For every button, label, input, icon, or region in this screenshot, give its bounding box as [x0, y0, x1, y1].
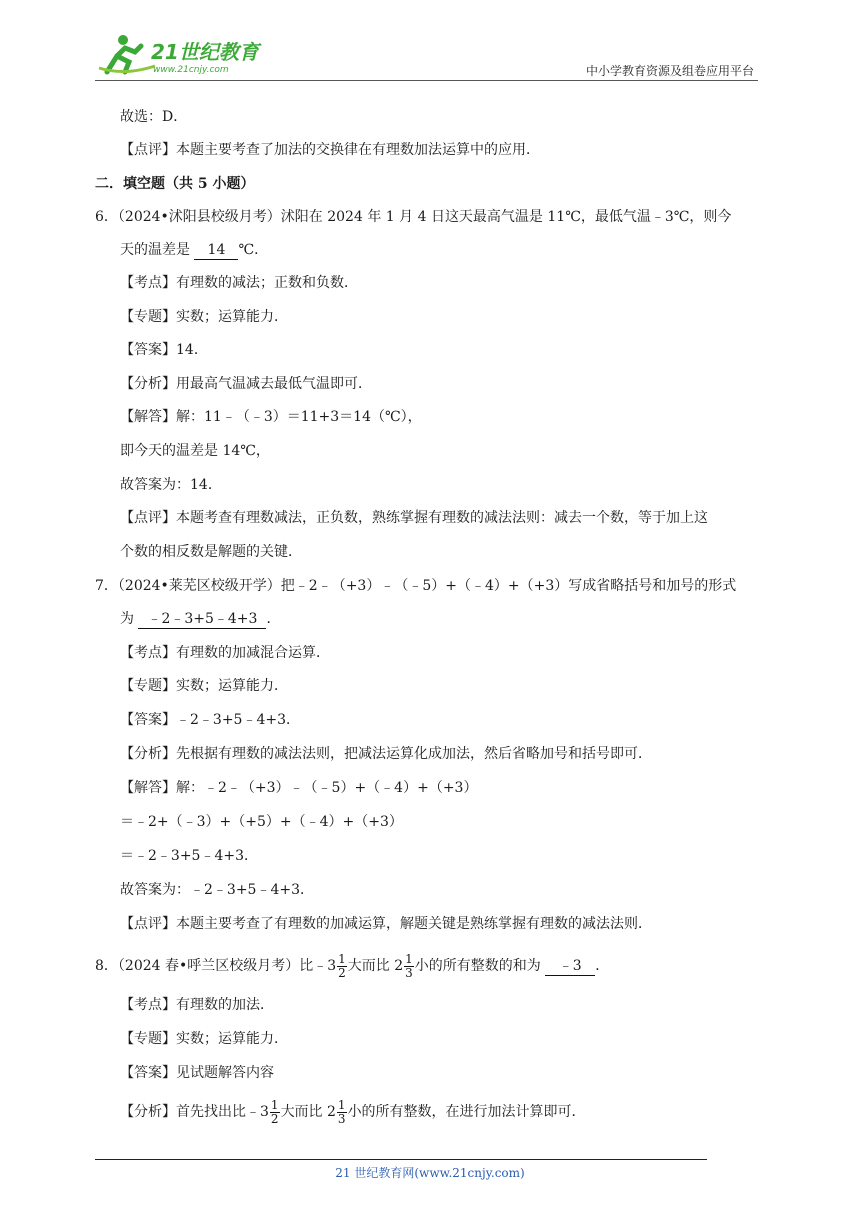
text-line: 【点评】本题主要考查了加法的交换律在有理数加法运算中的应用． [120, 142, 540, 158]
text-line: 【专题】实数；运算能力． [120, 309, 288, 325]
question-text: 为 [120, 611, 134, 627]
text-line: 故答案为：﹣2﹣3+5﹣4+3． [120, 882, 314, 898]
text-line: 【点评】本题考查有理数减法，正负数，熟练掌握有理数的减法法则：减去一个数，等于加上这 [120, 510, 708, 526]
text-segment: 小的所有整数，在进行加法计算即可． [347, 1104, 586, 1120]
text-line: 【解答】解：11﹣（﹣3）＝11+3＝14（℃）， [120, 409, 422, 425]
text-line: 【考点】有理数的减法；正数和负数． [120, 275, 358, 291]
text-line: 【解答】解：﹣2﹣（+3）﹣（﹣5）+（﹣4）+（+3） [120, 780, 478, 796]
text-line: 【专题】实数；运算能力． [120, 678, 288, 694]
footer-divider [95, 1159, 707, 1160]
question-text: 天的温差是 [120, 242, 190, 258]
answer-blank: ﹣3 [545, 957, 595, 976]
question-text: ． [595, 958, 610, 974]
question-text: ． [266, 611, 281, 627]
question-text [95, 952, 609, 980]
section-heading: 二．填空题（共 5 小题） [95, 176, 255, 192]
text-line: 个数的相反数是解题的关键． [120, 544, 302, 560]
question-text: 小的所有整数的和为 [414, 958, 541, 974]
text-line: 【考点】有理数的加法． [120, 997, 274, 1013]
text-line: 即今天的温差是 14℃， [120, 443, 270, 459]
fraction-numerator: 1 [337, 1097, 346, 1112]
text-line: ＝﹣2+（﹣3）+（+5）+（﹣4）+（+3） [120, 814, 403, 830]
text-segment: 【分析】首先找出比﹣3 [120, 1104, 269, 1120]
fraction [270, 1099, 280, 1126]
answer-blank: ﹣2﹣3+5﹣4+3 [138, 610, 266, 629]
question-text: 大而比 2 [347, 958, 404, 974]
question-text: 7．（2024•莱芜区校级开学）把﹣2﹣（+3）﹣（﹣5）+（﹣4）+（+3）写成省略括号和加号的形式 [95, 578, 737, 594]
text-line: 【考点】有理数的加减混合运算． [120, 645, 330, 661]
text-line: 【专题】实数；运算能力． [120, 1031, 288, 1047]
text-line: 【答案】14． [120, 342, 208, 358]
fraction [404, 953, 414, 980]
question-text [120, 240, 268, 260]
text-line: 故答案为：14． [120, 477, 222, 493]
fraction-numerator: 1 [338, 951, 346, 966]
logo-url: www.21cnjy.com [153, 65, 229, 75]
question-text: 6．（2024•沭阳县校级月考）沭阳在 2024 年 1 月 4 日这天最高气温是 11℃，最低气温﹣3℃，则今 [95, 209, 732, 225]
question-text: ℃． [238, 242, 269, 258]
fraction [337, 1099, 347, 1126]
text-line: 【分析】用最高气温减去最低气温即可． [120, 376, 372, 392]
header-divider [95, 80, 758, 81]
text-line: 故选：D． [120, 109, 188, 125]
fraction-numerator: 1 [270, 1097, 279, 1112]
text-line: 【答案】﹣2﹣3+5﹣4+3． [120, 712, 300, 728]
text-line: 【点评】本题主要考查了有理数的加减运算，解题关键是熟练掌握有理数的减法法则． [120, 916, 652, 932]
fraction-denominator: 3 [405, 965, 413, 980]
answer-blank: 14 [194, 241, 238, 260]
fraction-denominator: 3 [337, 1111, 346, 1126]
logo-text: 21世纪教育 [151, 40, 259, 64]
fraction [337, 953, 347, 980]
text-line [120, 1098, 586, 1126]
fraction-numerator: 1 [405, 951, 413, 966]
fraction-denominator: 2 [338, 965, 346, 980]
question-text [120, 609, 280, 629]
text-line: ＝﹣2﹣3+5﹣4+3． [120, 848, 258, 864]
logo [95, 32, 265, 76]
fraction-denominator: 2 [270, 1111, 279, 1126]
question-text: 8．（2024 春•呼兰区校级月考）比﹣3 [95, 958, 337, 974]
text-line: 【分析】先根据有理数的减法法则，把减法运算化成加法，然后省略加号和括号即可． [120, 746, 652, 762]
footer-text: 21 世纪教育网(www.21cnjy.com) [335, 1166, 525, 1180]
platform-title: 中小学教育资源及组卷应用平台 [585, 64, 754, 78]
text-segment: 大而比 2 [280, 1104, 336, 1120]
text-line: 【答案】见试题解答内容 [120, 1065, 274, 1081]
page-header [95, 30, 758, 80]
